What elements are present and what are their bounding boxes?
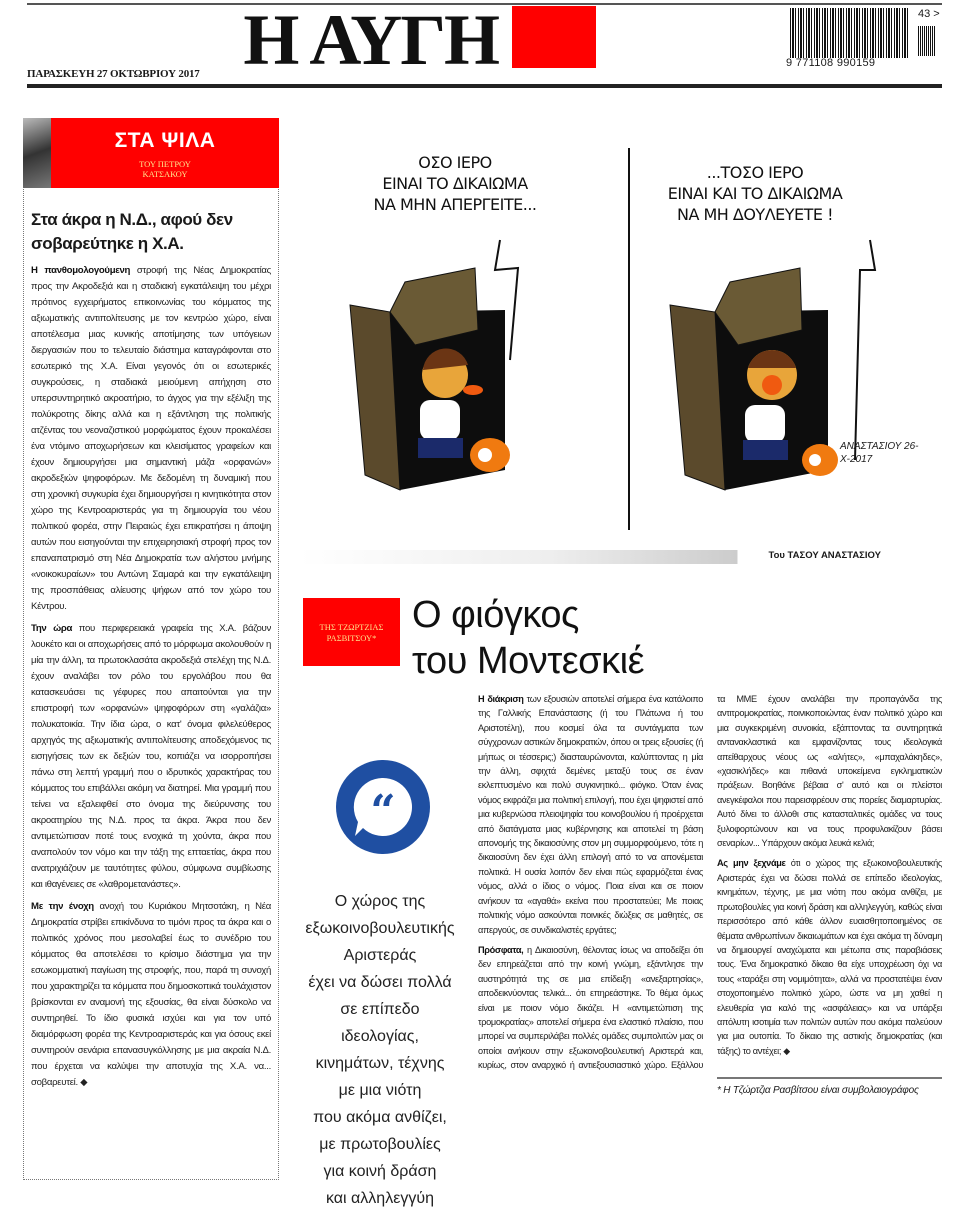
pull-quote-line: σε επίπεδο (340, 1001, 420, 1018)
paragraph-lead: Η πανθομολογούμενη (31, 265, 131, 276)
paragraph-text: που περιφερειακά γραφεία της Χ.Α. βάζουν λουκέτο και οι αποχωρήσεις από το μόρφωμα ακολουθούν η μία την άλλη, τα πρωτοκλασάτα ακροδεξιά στελέχη της Ν.Δ. έχουν αναλάβει τον ρόλο του εργολάβου που θα κατασκευάσει τις γέφυρες που απαιτούνται για την επιστροφή των «ορφανών» ψηφοφόρων στη «γαλάζια» πολυκατοικία. Την ίδια ώρα, ο κατ' όνομα φιλελεύθερος αρχηγός της αξιωματικής αντιπολίτευσης αποδεχόμενος τις εισηγήσεις των εκ δεξιών του, κοπιάζει να ισορροπήσει πάνω στη λεπτή γραμμή που ο ιδρυτικός χαρακτήρας του κόμματος του επιβάλλει ακόμη να διατηρεί. Μια γραμμή που τείνει να εξαλειφθεί στο όνομα της διεύρυνσης του ακροατηρίου της Ν.Δ. προς τα άκρα. Άκρα που δεν αντιμετώπισαν ποτέ τους ενοχικά τη χούντα, άκρα που αναπολούν τον νόμο και την τάξη της επταετίας, άκρα που ανατριχιάζουν με ταυτότητες φύλου, σύμφωνα συμβίωσης και ιθαγένειες σε «λαθρομετανάστες». (31, 623, 271, 890)
paragraph-text: στροφή της Νέας Δημοκρατίας προς την Ακροδεξιά και η σταδιακή εγκατάλειψη του μέχρι πρότινος εγχειρήματος επικοινωνίας του κόμματος της αξιωματικής αντιπολίτευσης με τον κεντρώο χώρο, είναι αποτέλεσμα μιας κυνικής αποτίμησης των υπόγειων διεργασιών που το τελευταίο διάστημα καταγράφονται στο εσωτερικό της Χ.Α. Είναι γεγονός ότι οι εσωτερικές συγκρούσεις, η σταδιακά μειούμενη απήχηση στο υπερσυντηρητικό ακροατήριο, το άγχος για την εξέλιξη της πολύκροτης δίκης αλλά και η εξάντληση της πολιτικής ατζέντας του νεοναζιστικού μορφώματος έχουν προκαλέσει ένα ντόμινο αποχωρήσεων και κλεισίματος γραφείων και έχουν δημιουργήσει μια σημαντική μάζα «ορφανών» ακροδεξιών ψηφοφόρων. Με δεδομένη τη δυναμική που στη χρονική συγκυρία έχει δημιουργήσει η κινητικότητα στον χώρο της Κεντροαριστεράς για τη δημιουργία του νέου πολιτικού φορέα, στην Πειραιώς έχει επικρατήσει η άποψη αυτών που εισηγούνται την επιχειρησιακή στροφή προς τον επαναπατρισμό στη Νέα Δημοκρατία των αλήστου μνήμης «νοικοκυραίων» του Αντώνη Σαμαρά και την εγκατάλειψη της προσπάθειας αλίευσης ψήφων από τον χώρο του Κέντρου. (31, 265, 271, 612)
svg-text:“: “ (370, 786, 396, 837)
paragraph-lead: Πρόσφατα, (478, 944, 524, 955)
barcode (790, 8, 910, 58)
paragraph (31, 263, 271, 615)
author-photo (23, 118, 51, 188)
pull-quote-line: και αλληλεγγύη (326, 1190, 434, 1207)
barcode-number: 9 771108 990159 (786, 57, 876, 69)
pull-quote-line: Ο χώρος της (334, 893, 426, 910)
paragraph (478, 692, 703, 937)
pull-quote-line: με μια νιότη (338, 1082, 422, 1099)
pull-quote-line: για κοινή δράση (323, 1163, 437, 1180)
article-author-label: ΤΗΣ ΤΖΩΡΤΖΙΑΣ ΡΑΣΒΙΤΣΟΥ* (303, 598, 400, 666)
article-body (478, 692, 942, 1073)
masthead-bottom-rule (27, 84, 942, 88)
column-headline: Στα άκρα η Ν.Δ., αφού δεν σοβαρεύτηκε η Χ.Α. (31, 210, 233, 253)
paragraph-lead: Ας μην ξεχνάμε (717, 858, 786, 869)
cartoon-credit: Του ΤΑΣΟΥ ΑΝΑΣΤΑΣΙΟΥ (762, 550, 887, 561)
issue-code: 43 > (918, 8, 940, 20)
pull-quote-line: εξωκοινοβουλευτικής (305, 920, 455, 937)
pull-quote-line: με πρωτοβουλίες (319, 1136, 441, 1153)
cartoon-panel-1 (350, 240, 518, 490)
cartoon (290, 140, 940, 535)
masthead-red-block (512, 6, 596, 68)
column-section-title: ΣΤΑ ΨΙΛΑ (114, 129, 216, 152)
paragraph (31, 899, 271, 1091)
article-title: Ο φιόγκος του Μοντεσκιέ (412, 594, 645, 682)
pull-quote-line: έχει να δώσει πολλά (308, 974, 452, 991)
cartoon-panel1-caption: ΟΣΟ ΙΕΡΟ ΕΙΝΑΙ ΤΟ ΔΙΚΑΙΩΜΑ ΝΑ ΜΗΝ ΑΠΕΡΓΕΙΤΕ... (373, 153, 537, 214)
cartoon-panel-divider (628, 148, 630, 530)
paragraph-text: ανοχή του Κυριάκου Μητσοτάκη, η Νέα Δημοκρατία στρίβει επικίνδυνα το τιμόνι προς τα άκρα και ο πολιτικός χρόνος που μεσολαβεί έως το συνέδριο του κόμματος θα αποτελέσει το κρίσιμο διάστημα για την εσωκομματική παγίωση της στροφής, που, παρά τη συνοχή που χαρακτηρίζει τα κόμματα που δημοσκοπικά τουλάχιστον βρίσκονται εν αναμονή της εξουσίας, θα είναι δύσκολο να συντηρηθεί. Το ίδιο φυσικά ισχύει και για τον υπό διαμόρφωση φορέα της Κεντροαριστεράς και για όσους εκεί συντηρούν σενάρια επανασυγκόλλησης με μια ακραία Ν.Δ. που έρχεται να καλύψει την αποτυχία της Χ.Α. να... σοβαρευτεί. ◆ (31, 901, 271, 1088)
paragraph-text: η Δικαιοσύνη, θέλοντας ίσως να αποδείξει ότι δεν επηρεάζεται από την κοινή γνώμη, εξάντλησε την αυστηρότητά της σε μια επίδειξη «ανεξαρτησίας», αποδεικνύοντας τελικά... ότι επηρεάστηκε. Το θέμα όμως είναι με ποιον νόμο δικάζει. Η «αντιμετώπιση της τρομοκρατίας» αποτελεί σήμερα ένα ελαστικό πλαίσιο, που μπορεί να συμπεριλάβει πολλές ομάδες συμπολιτών μας οι οποίοι ανήκουν στην εξωκοινοβουλευτική Αριστερά και, κυρίως, στον αναρχικό ή αντιεξουσιαστικό χώρο. Εξάλλου τα ΜΜΕ έχουν αναλάβει την προπαγάνδα της αντιτρομοκρατίας, ποινικοποιώντας έναν πολιτικό χώρο και μια συγκεκριμένη συνοικία, εξάπτοντας τα συντηρητικά αντανακλαστικά και εμφανίζοντας τους ιδεολογικά απείθαρχους νέους ως «αλήτες», «μπαχαλάκηδες», «χασικλήδες» και πιθανά υποκείμενα εγκληματικών πράξεων. Βοηθάνε βέβαια σ' αυτό και οι πλείστοι ανεγκέφαλοι που παρεισφρέουν στις πορείες διαμαρτυρίας. Αυτό δίνει το άλλοθι στις κατασταλτικές ομάδες να τους ξυλοφορτώνουν και να τους προφυλακίζουν βάσει σεναρίων... Υπάρχουν ακόμα λευκά κελιά; (478, 694, 942, 1071)
paragraph-lead: Την ώρα (31, 623, 73, 634)
pull-quote-line: που ακόμα ανθίζει, (313, 1109, 447, 1126)
paragraph-text: ότι ο χώρος της εξωκοινοβουλευτικής Αριστεράς έχει να δώσει πολλά σε επίπεδο ιδεολογίας, κινημάτων, τέχνης, με μια νιότη που ακόμα ανθίζει, με πρωτοβουλίες για κοινή δράση και αλληλεγγύη, καθώς είναι περισσότερο από κάθε άλλον ευαισθητοποιημένος σε θέματα ανθρωπίνων δικαιωμάτων και έχει ακόμα τη δύναμη να δημιουργεί αναχώματα και μέτωπα στις παραβιάσεις τους. Ένα δημοκρατικό δίκαιο θα είχε υποχρέωση όχι να τους «ταράξει στη νομιμότητα», αλλά να προστατέψει έναν στοχοποιημένο πολιτικό χώρο, ώστε να μη χαθεί η ελευθερία για καλό της «ασφάλειας» και να υπάρξει απόλυτη ισοτιμία των πολιτών αυτών που ακόμα παλεύουν για μια ουτοπία. Το δίκαιο της αστικής δημοκρατίας (και τάξης) το αντέχει; ◆ (717, 858, 942, 1056)
column-header (51, 118, 279, 188)
footnote-rule (717, 1077, 942, 1079)
quote-icon (336, 760, 430, 854)
author-footnote: * Η Τζώρτζια Ρασβίτσου είναι συμβολαιογράφος (717, 1084, 919, 1096)
cartoon-panel2-caption: ...ΤΟΣΟ ΙΕΡΟ ΕΙΝΑΙ ΚΑΙ ΤΟ ΔΙΚΑΙΩΜΑ ΝΑ ΜΗ ΔΟΥΛΕΥΕΤΕ ! (667, 163, 843, 224)
cartoon-credit-bar (300, 550, 925, 564)
paragraph (717, 856, 942, 1058)
pull-quote-line: Αριστεράς (343, 947, 417, 964)
column-author: ΤΟΥ ΠΕΤΡΟΥ ΚΑΤΣΑΚΟΥ (139, 159, 191, 179)
pull-quote-line: κινημάτων, τέχνης (315, 1055, 445, 1072)
article-body-wrapper (478, 692, 942, 1096)
pull-quote-line: ιδεολογίας, (341, 1028, 419, 1045)
paragraph-lead: Η διάκριση (478, 694, 524, 704)
column-body (31, 263, 271, 1097)
barcode-addon (918, 26, 936, 56)
paragraph-text: των εξουσιών αποτελεί σήμερα ένα κατάλοιπο της Γαλλικής Επανάστασης (ή του Πλάτωνα ή του Αριστοτέλη), που κοσμεί όλα τα συντάγματα των σύγχρονων αστικών δημοκρατιών, όπου οι τρεις εξουσίες (ή μήπως οι τέσσερις;) διασταυρώνονται, καλύπτοντας η μία την άλλη, σφιχτά δεμένες μεταξύ τους σε έναν εκλεπτυσμένο και πολύ συγκινητικό... φιόγκο. Όταν ένας νόμος εκφράζει μια πολιτική επιλογή, που έχει ψηφιστεί από μια κυβερνώσα πλειοψηφία του κοινοβουλίου ή προέρχεται από διατάγματα μιας κυβέρνησης και αποτελεί τη βάση απονομής της δικαιοσύνης στον μη συμμορφούμενο, τότε η δικαιοσύνη δεν έχει άλλη επιλογή από το να απονέμεται πολιτικά. Η ουσία λοιπόν δεν είναι πώς εφαρμόζεται ένας νόμος, αλλά ο ίδιος ο νόμος. Ποια είναι και σε ποιον ανήκουν τα «αγαθά» εκείνα που προστατεύει; Με ποιας πολιτικής νόμο ασκούνται ποινικές διώξεις σε μαθητές, σε απεργούς, σε συνδικαλιστές εργάτες; (478, 694, 703, 935)
pull-quote (290, 888, 470, 1212)
issue-date: ΠΑΡΑΣΚΕΥΗ 27 ΟΚΤΩΒΡΙΟΥ 2017 (27, 68, 200, 80)
cartoon-signature: ΑΝΑΣΤΑΣΙΟΥ 26-X-2017 (840, 441, 919, 465)
paragraph-lead: Με την ένοχη (31, 901, 94, 912)
newspaper-title: Η ΑΥΓΗ (243, 0, 498, 80)
paragraph (31, 621, 271, 893)
